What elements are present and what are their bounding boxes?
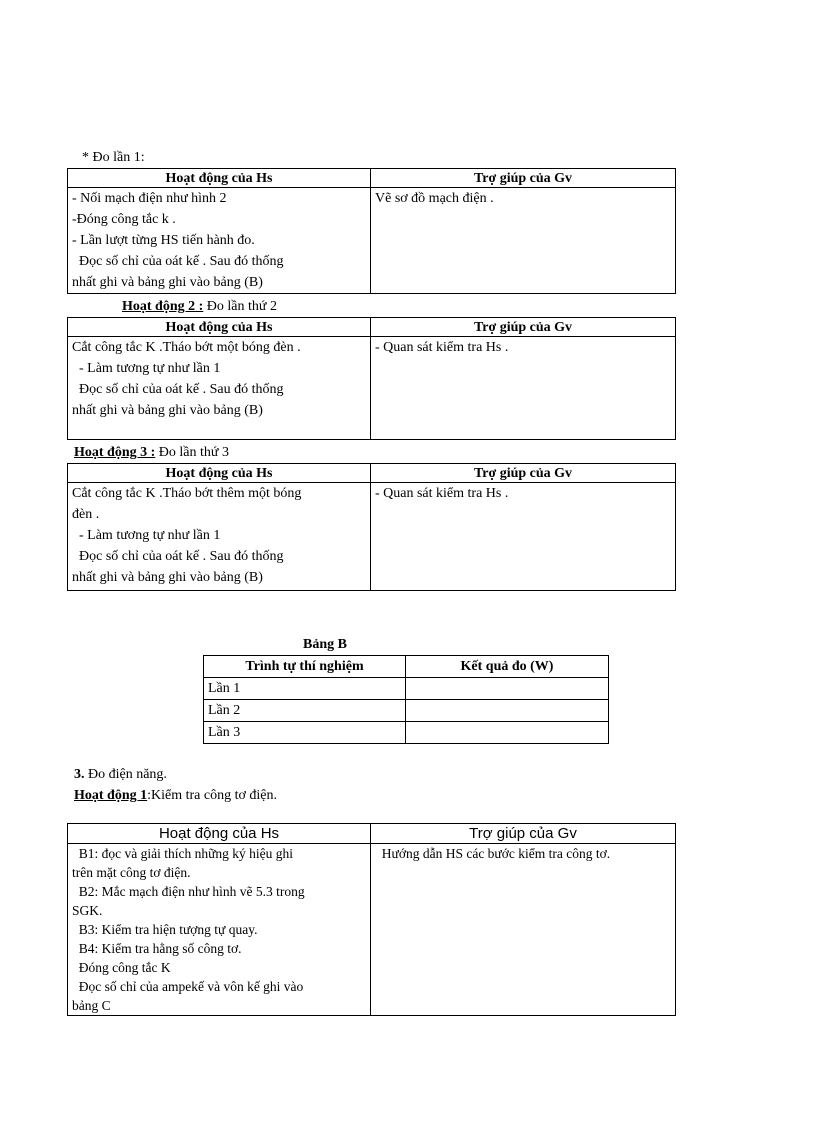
activity-table-1 — [67, 168, 676, 294]
text-line: nhất ghi và bảng ghi vào bảng (B) — [72, 275, 263, 290]
section-heading: Đo điện năng. — [84, 767, 167, 782]
activity-subtitle: :Kiểm tra công tơ điện. — [147, 788, 277, 803]
teacher-help-cell — [371, 188, 676, 294]
text-line: SGK. — [72, 903, 103, 918]
header-result: Kết quả đo (W) — [406, 656, 609, 678]
text-line: đèn . — [72, 507, 100, 522]
text-line: - Lần lượt từng HS tiến hành đo. — [72, 233, 255, 248]
text-line: B4: Kiểm tra hằng số công tơ. — [72, 941, 242, 956]
trial-result — [406, 700, 609, 722]
student-activity-cell — [68, 483, 371, 591]
header-teacher-help: Trợ giúp của Gv — [371, 824, 676, 844]
section3-title-line — [74, 445, 229, 461]
text-line: - Quan sát kiểm tra Hs . — [375, 340, 509, 355]
text-line: - Nối mạch điện như hình 2 — [72, 191, 227, 206]
trial-label: Lần 1 — [204, 678, 406, 700]
activity-table-4 — [67, 823, 676, 1016]
text-line: Cắt công tắc K .Tháo bớt thêm một bóng — [72, 486, 302, 501]
header-teacher-help: Trợ giúp của Gv — [371, 464, 676, 483]
section1-heading: * Đo lần 1: — [82, 150, 145, 165]
header-student-activity: Hoạt động của Hs — [68, 169, 371, 188]
header-teacher-help: Trợ giúp của Gv — [371, 169, 676, 188]
section4-title-line — [74, 788, 277, 804]
activity-title: Hoạt động 2 : — [122, 299, 204, 314]
text-line: bảng C — [72, 998, 111, 1013]
trial-result — [406, 678, 609, 700]
activity-title: Hoạt động 3 : — [74, 445, 156, 460]
activity-subtitle: Đo lần thứ 3 — [155, 445, 229, 460]
text-line: - Quan sát kiểm tra Hs . — [375, 486, 509, 501]
teacher-help-cell — [371, 844, 676, 1016]
text-line: Đóng công tắc K — [72, 960, 171, 975]
text-line: -Đóng công tắc k . — [72, 212, 176, 227]
header-teacher-help: Trợ giúp của Gv — [371, 318, 676, 337]
text-line: B1: đọc và giải thích những ký hiệu ghi — [72, 846, 294, 861]
text-line: Hướng dẫn HS các bước kiểm tra công tơ. — [375, 846, 611, 861]
text-line: B3: Kiểm tra hiện tượng tự quay. — [72, 922, 258, 937]
text-line: nhất ghi và bảng ghi vào bảng (B) — [72, 570, 263, 585]
section2-title-line — [122, 299, 277, 315]
teacher-help-cell — [371, 337, 676, 440]
header-student-activity: Hoạt động của Hs — [68, 318, 371, 337]
section-number: 3. — [74, 767, 85, 782]
bang-b-caption: Bảng B — [303, 637, 347, 652]
text-line: nhất ghi và bảng ghi vào bảng (B) — [72, 403, 263, 418]
header-experiment-order: Trình tự thí nghiệm — [204, 656, 406, 678]
text-line: B2: Mắc mạch điện như hình vẽ 5.3 trong — [72, 884, 305, 899]
bang-b-table — [203, 655, 609, 744]
teacher-help-cell — [371, 483, 676, 591]
text-line: - Làm tương tự như lần 1 — [72, 528, 221, 543]
text-line: Đọc số chỉ của oát kế . Sau đó thống — [72, 549, 284, 564]
text-line: trên mặt công tơ điện. — [72, 865, 191, 880]
student-activity-cell — [68, 337, 371, 440]
text-line: Đọc số chỉ của ampekế và vôn kế ghi vào — [72, 979, 304, 994]
header-student-activity: Hoạt động của Hs — [68, 464, 371, 483]
text-line: Cắt công tắc K .Tháo bớt một bóng đèn . — [72, 340, 301, 355]
section4-heading-line — [74, 767, 167, 783]
text-line: Đọc số chỉ của oát kế . Sau đó thống — [72, 382, 284, 397]
student-activity-cell — [68, 844, 371, 1016]
table-row — [204, 722, 609, 744]
header-student-activity: Hoạt động của Hs — [68, 824, 371, 844]
activity-table-3 — [67, 463, 676, 591]
text-line: - Làm tương tự như lần 1 — [72, 361, 221, 376]
activity-subtitle: Đo lần thứ 2 — [203, 299, 277, 314]
trial-result — [406, 722, 609, 744]
trial-label: Lần 3 — [204, 722, 406, 744]
text-line: Vẽ sơ đồ mạch điện . — [375, 191, 494, 206]
student-activity-cell — [68, 188, 371, 294]
trial-label: Lần 2 — [204, 700, 406, 722]
text-line: Đọc số chỉ của oát kế . Sau đó thống — [72, 254, 284, 269]
activity-table-2 — [67, 317, 676, 440]
table-row — [204, 700, 609, 722]
table-row — [204, 678, 609, 700]
activity-title: Hoạt động 1 — [74, 788, 148, 803]
